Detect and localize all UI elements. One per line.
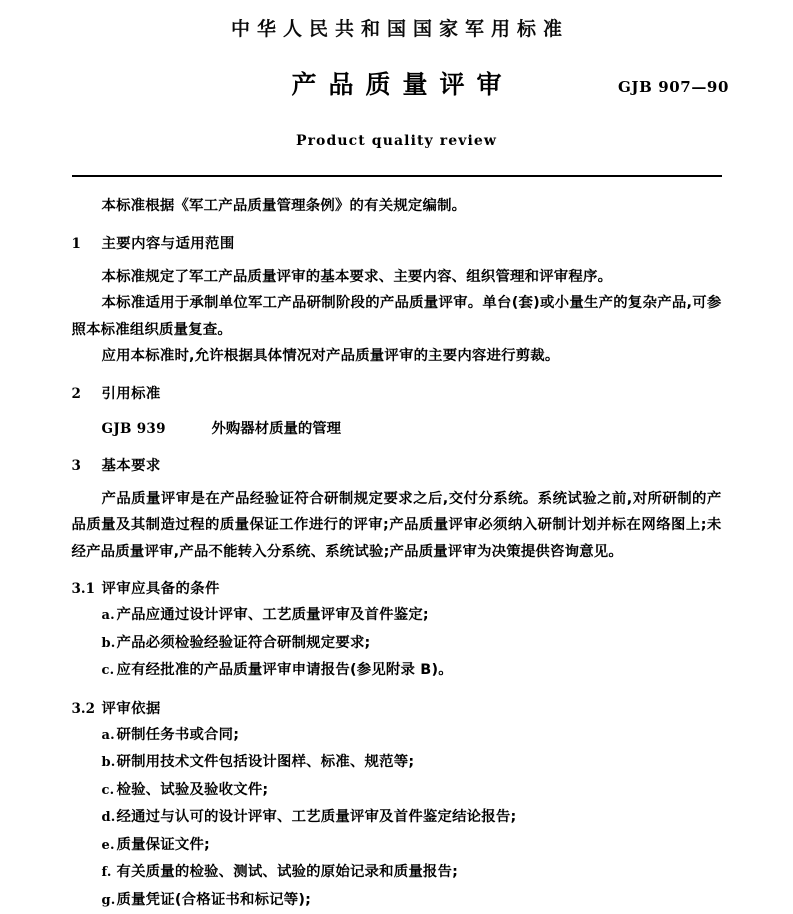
section-number: 2 [72,381,102,407]
list-marker: d. [102,805,117,832]
paragraph: 应用本标准时,允许根据具体情况对产品质量评审的主要内容进行剪裁。 [72,343,722,370]
list-item [72,657,722,685]
list-marker: g. [102,888,117,914]
list-item [72,804,722,832]
list-marker: a. [102,603,117,630]
page-title: 产品质量评审 [0,68,793,102]
section-number: 3.2 [72,696,102,722]
section-number: 3.1 [72,576,102,602]
list-marker: c. [102,658,117,685]
list-item-text: 有关质量的检验、测试、试验的原始记录和质量报告; [117,859,722,886]
list-item-text: 研制任务书或合同; [117,722,722,749]
section-title: 主要内容与适用范围 [102,231,235,257]
list-item [72,859,722,887]
list-marker: f. [102,860,117,887]
national-standard-title: 中华人民共和国国家军用标准 [0,16,793,42]
list-item-text: 质量凭证(合格证书和标记等); [117,887,722,914]
section-title: 评审依据 [102,696,161,722]
intro-paragraph: 本标准根据《军工产品质量管理条例》的有关规定编制。 [72,193,722,220]
list-marker: c. [102,778,117,805]
section-body-1 [72,264,722,370]
list-marker: e. [102,833,117,860]
english-title: Product quality review [0,133,793,149]
section-heading-3-2 [72,696,722,722]
item-list-3-1 [72,602,722,685]
list-item-text: 检验、试验及验收文件; [117,777,722,804]
document-header [0,0,793,177]
paragraph: 产品质量评审是在产品经验证符合研制规定要求之后,交付分系统。系统试验之前,对所研制的产品质量及其制造过程的质量保证工作进行的评审;产品质量评审必须纳入研制计划并标在网络图上;未经产品质量评审,产品不能转入分系统、系统试验;产品质量评审为决策提供咨询意见。 [72,486,722,566]
list-marker: a. [102,723,117,750]
document-body [72,177,722,914]
item-list-3-2 [72,722,722,914]
referenced-standard [72,416,722,442]
section-body-3 [72,486,722,566]
section-heading-1 [72,231,722,257]
list-item-text: 研制用技术文件包括设计图样、标准、规范等; [117,749,722,776]
paragraph: 本标准适用于承制单位军工产品研制阶段的产品质量评审。单台(套)或小量生产的复杂产品,可参照本标准组织质量复查。 [72,290,722,343]
section-number: 3 [72,453,102,479]
list-item-text: 质量保证文件; [117,832,722,859]
list-item [72,722,722,750]
list-item-text: 产品应通过设计评审、工艺质量评审及首件鉴定; [117,602,722,629]
list-item [72,749,722,777]
section-title: 基本要求 [102,453,161,479]
section-title: 评审应具备的条件 [102,576,220,602]
section-heading-3 [72,453,722,479]
title-row [0,68,793,108]
section-title: 引用标准 [102,381,161,407]
paragraph: 本标准规定了军工产品质量评审的基本要求、主要内容、组织管理和评审程序。 [72,264,722,291]
list-item [72,887,722,914]
standard-number: GJB 907—90 [618,78,729,96]
list-item [72,777,722,805]
list-item-text: 应有经批准的产品质量评审申请报告(参见附录 B)。 [117,657,722,684]
section-number: 1 [72,231,102,257]
list-item-text: 产品必须检验经验证符合研制规定要求; [117,630,722,657]
list-item [72,602,722,630]
referenced-standard-title: 外购器材质量的管理 [212,416,342,442]
list-marker: b. [102,631,117,658]
list-item [72,630,722,658]
section-heading-3-1 [72,576,722,602]
section-heading-2 [72,381,722,407]
list-item-text: 经通过与认可的设计评审、工艺质量评审及首件鉴定结论报告; [117,804,722,831]
referenced-standard-code: GJB 939 [102,416,212,442]
list-item [72,832,722,860]
list-marker: b. [102,750,117,777]
